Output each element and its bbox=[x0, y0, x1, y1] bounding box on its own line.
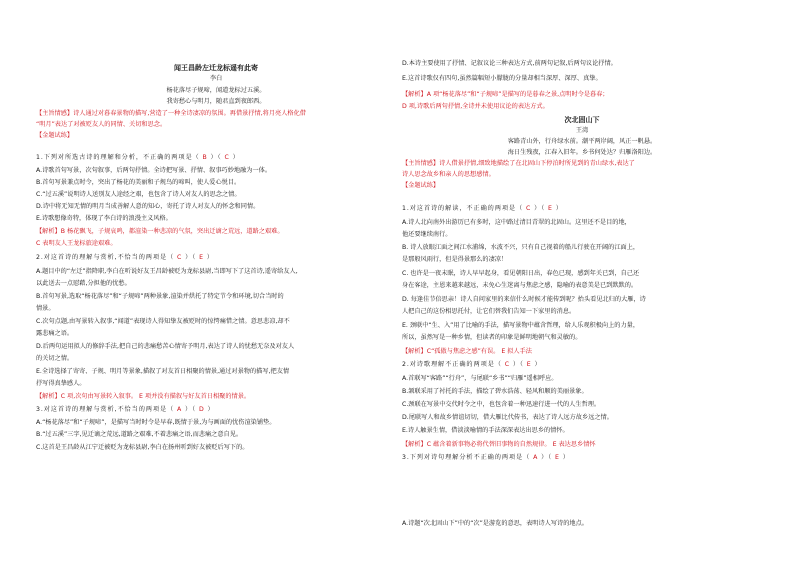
right-text-line: C. 也许是一夜未眠，诗人早早起身，看见朝阳日出，春色已现，感到年关已到，自己还 bbox=[402, 270, 640, 277]
left-text-line: B.首句写景兼点时令，突出了杨花的美丽和子规鸟的啼叫，使人爱心悦目。 bbox=[36, 179, 241, 186]
right-text-line: E. 颈联中“生、入”用了比喻的手法，描写景物中蕴含哲理，给人乐观积极向上的力量， bbox=[402, 322, 640, 329]
answer-letter: A bbox=[177, 406, 183, 413]
left-text-line: B.“过五溪”三字,见迁谪之荒远,道路之艰难,不着悲痛之语,而悲痛之意自见。 bbox=[36, 431, 243, 438]
left-text-line: 【解析】B 杨花飘飞，子规哀鸣，都渲染一种悲凉的气氛，突出迁谪之荒远，道路之艰难。 bbox=[36, 228, 284, 235]
right-text-line: A.诗人北向南外出游历已有多时，这中路过清目青翠的北固山。这里还不是目的地， bbox=[402, 219, 631, 226]
right-text-line: C.颈联在写景中交代时令之中，也包含着一种迅速行进一代的人生哲理。 bbox=[402, 401, 601, 408]
left-text-line: E.全诗选择了寄寄、子规、明月等景象,描叙了对友首日相聚的情景,通过对景物的描写,把友情 bbox=[36, 368, 290, 375]
left-text-line: C 表明友人王龙标旅途艰难。 bbox=[36, 240, 117, 247]
left-text-line: 露悲痛之语。 bbox=[36, 330, 74, 337]
left-text-line: 【金题试练】 bbox=[36, 132, 74, 139]
answer-letter: C bbox=[177, 254, 183, 261]
right-text-line: 2.对诗歌理解不正确的两项是（ C ）（ E ） bbox=[402, 361, 542, 368]
left-text-line: 闻王昌龄左迁龙标遥有此寄 bbox=[174, 64, 258, 72]
right-text-line: 诗人思念故乡和亲人的思想感情。 bbox=[402, 171, 495, 178]
right-text-line: 是那般风雨行，但是得景那么的凄凉！ bbox=[402, 256, 508, 263]
right-text-line: 3.下列对诗句理解分析不正确的两项是（ A ）（ E ） bbox=[402, 454, 570, 461]
answer-letter: C bbox=[525, 205, 532, 212]
answer-letter: C bbox=[504, 361, 510, 368]
right-text-line: D.尾联写人和故乡情谊切切，借大雁比代传书，表达了诗人远方故乡远之情。 bbox=[402, 414, 613, 421]
right-text-line: 身在客途，主恩来越来越远，未免心生迷离与焦虑之感，隐喻的表意美是已到默默的。 bbox=[402, 282, 638, 289]
left-text-line: “明月”表达了对被贬友人的同情、关切和思念。 bbox=[36, 121, 167, 128]
right-text-line: 【解析】A 项“杨花落尽”和“子规啼”是描写的是暮春之景,点明时令是暮春； bbox=[402, 91, 609, 98]
right-text-line: D.本诗主要使用了抒情、记叙议论三种表达方式,前两句记叙,后两句议论抒情。 bbox=[402, 60, 617, 67]
left-text-line: A.诗歌首句写景，次句叙事，后两句抒情。全诗把写景、抒情、叙事巧妙地融为一体。 bbox=[36, 167, 272, 174]
left-text-line: 情景。 bbox=[36, 305, 55, 312]
right-text-line: 【主旨情感】诗人借景抒情,细致地描绘了在北固山下停泊时所见到的青山绿水,表达了 bbox=[402, 160, 635, 167]
right-text-line: B. 诗人放眼江面之间江水浦绵，水波不兴，只有自己视着的船儿行驶在开阔的江面上， bbox=[402, 244, 640, 251]
left-text-line: 2.对这首诗的理解与赏析,不恰当的两项是（ C ）（ E ） bbox=[36, 254, 214, 261]
left-text-line: C.次句点题,由写景转入叙事,“闻道”表现诗人得知挚友被贬时的惊愕痛惜之情。意思悲凉,却不 bbox=[36, 318, 290, 325]
answer-letter: B bbox=[202, 154, 208, 161]
right-text-line: 次北固山下 bbox=[564, 116, 600, 124]
right-text-line: 海日生残夜，江春入旧年。乡书何处达？归雁洛阳边。 bbox=[507, 149, 657, 156]
answer-letter: E bbox=[526, 361, 532, 368]
left-text-line: B.首句写景,选取“杨花落尽”和“子规啼”两种景象,渲染并烘托了特定节令和环境,切合当时的 bbox=[36, 293, 284, 300]
left-text-line: 1.下列对所选古诗的理解和分析，不正确的两项是（ B ）（ C ） bbox=[36, 154, 240, 161]
right-text-line: D. 每逢佳节倍思亲！诗人自问家里的来信什么时候才能传到呢？抬头看见北归的大雁，诗 bbox=[402, 296, 646, 303]
right-text-line: 【解析】C“孤傲与焦虑之感”有误。 E 拟人手法 bbox=[402, 348, 532, 355]
right-text-line: 他还要继续南行。 bbox=[402, 231, 452, 238]
left-text-line: 杨花落尽子规啼，闻道龙标过五溪。 bbox=[166, 87, 266, 94]
right-text-line: E.诗人触景生情，借淡淡喻情的手法深深表达出思乡的情怀。 bbox=[402, 427, 569, 434]
right-text-line: 所以，虽然写是一种乡情，但读者的印象是鲜明地朝气和灵敏的。 bbox=[402, 334, 582, 341]
right-text-line: 王湾 bbox=[575, 127, 589, 134]
left-text-line: D.诗中将无知无情的明月当成善解人意的知心，寄托了诗人对友人的怀念和同情。 bbox=[36, 203, 260, 210]
left-text-line: D.后两句运用拟人的修辞手法,把自己的悲痛愁苦心情寄予明月,表达了诗人的忧愁无奈及对友人 bbox=[36, 343, 295, 350]
left-text-line: A.题目中的“左迁”指降职,李白在听说好友王昌龄被贬为龙标县尉,当即写下了这首诗,遥寄给友人, bbox=[36, 268, 298, 275]
right-text-line: 人把自己的这份相思托付，让它们替我们告知一下家里的消息。 bbox=[402, 308, 576, 315]
right-text-line: D 项,诗歌后两句抒情,全诗并未使用议论的表达方式。 bbox=[402, 103, 549, 110]
left-text-line: 以此送去一点慰藉,分担他的忧愁。 bbox=[36, 280, 131, 287]
right-text-line: A.诗题“次北固山下”中的“次”是游览的意思，表明诗人写诗的地点。 bbox=[402, 520, 588, 527]
left-text-line: E.诗歌想像奇特，体现了李白诗的浪漫主义风格。 bbox=[36, 215, 172, 222]
right-text-line: 【解析】C 蕴含着新事物必将代替旧事物的自然规律。 E 表达思乡情怀 bbox=[402, 441, 596, 448]
left-text-line: 【主旨情感】诗人通过对暮春景物的描写,营造了一种全诗凄凉的氛围。再借景抒情,将月亮人格化借 bbox=[36, 110, 306, 117]
right-text-line: 1.对这首诗的解读，不正确的两项是（ C ）（ E ） bbox=[402, 205, 563, 212]
right-text-line: B.颔联采用了衬托的手法，描绘了碧水浩荡、轻风和顺的美丽景象。 bbox=[402, 388, 588, 395]
answer-letter: E bbox=[199, 254, 204, 261]
answer-letter: D bbox=[198, 406, 205, 413]
left-text-line: C.这首是王昌龄从江宁迁被贬为龙标县尉,李白在扬州听到好友被贬后写下的。 bbox=[36, 444, 249, 451]
answer-letter: E bbox=[555, 454, 560, 461]
right-text-line: E.这首诗歌仅有四句,虽然篇幅短小朦胧的分量却相当深厚、深厚、真挚。 bbox=[402, 75, 602, 82]
answer-letter: C bbox=[224, 154, 230, 161]
left-text-line: A.“杨花落尽”和“子规啼”，是描写当时时令是早春,既情于景,为与画面的忧伤渲染铺垫。 bbox=[36, 419, 276, 426]
right-text-line: A.首联写“客路”“行舟”，与尾联“乡书”“归雁”遥相呼应。 bbox=[402, 375, 558, 382]
left-text-line: 的关切之情。 bbox=[36, 355, 74, 362]
left-text-line: 【解析】C 项,次句由写景转入叙事。 E 项并没有描叙与好友首日相聚的情景。 bbox=[36, 393, 251, 400]
answer-letter: E bbox=[548, 205, 553, 212]
left-text-line: C.“过五溪”说明诗人送别友人途经之艰，也包含了诗人对友人的思念之情。 bbox=[36, 191, 241, 198]
right-text-line: 客路青山外，行舟绿水前。潮平两岸阔，风正一帆悬。 bbox=[507, 138, 657, 145]
right-text-line: 【金题试练】 bbox=[402, 182, 440, 189]
left-text-line: 李白 bbox=[209, 75, 223, 82]
answer-letter: A bbox=[533, 454, 539, 461]
left-text-line: 我寄愁心与明月，随君直到夜郎西。 bbox=[166, 98, 266, 105]
left-text-line: 抒写得真挚感人。 bbox=[36, 380, 86, 387]
left-text-line: 3.对这首诗的理解与赏析,不恰当的两项是（ A ）（ D ） bbox=[36, 406, 215, 413]
